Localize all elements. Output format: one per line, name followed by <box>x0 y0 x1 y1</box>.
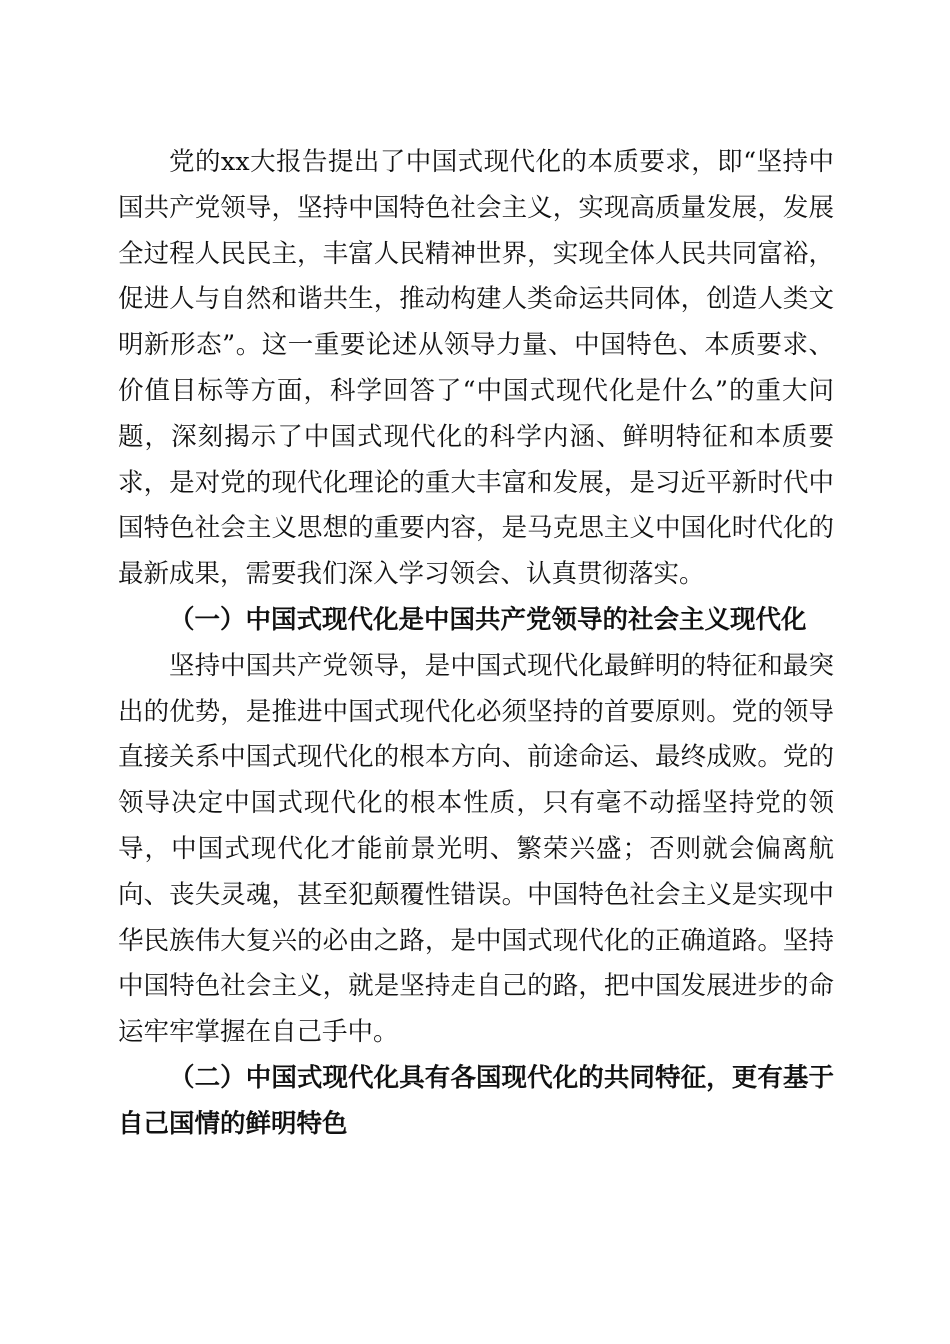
section-heading-1: （一）中国式现代化是中国共产党领导的社会主义现代化 <box>169 604 807 635</box>
intro-paragraph: 党的xx大报告提出了中国式现代化的本质要求，即“坚持中国共产党领导，坚持中国特色社会主义，实现高质量发展，发展全过程人民民主，丰富人民精神世界，实现全体人民共同富裕，促进人与自然和谐共生，推动构建人类命运共同体，创造人类文明新形态”。这一重要论述从领导力量、中国特色、本质要求、价值目标等方面，科学回答了“中国式现代化是什么”的重大问题，深刻揭示了中国式现代化的科学内涵、鲜明特征和本质要求，是对党的现代化理论的重大丰富和发展，是习近平新时代中国特色社会主义思想的重要内容，是马克思主义中国化时代化的最新成果，需要我们深入学习领会、认真贯彻落实。 <box>118 147 834 590</box>
section-1-paragraph: 坚持中国共产党领导，是中国式现代化最鲜明的特征和最突出的优势，是推进中国式现代化必须坚持的首要原则。党的领导直接关系中国式现代化的根本方向、前途命运、最终成败。党的领导决定中国式现代化的根本性质，只有毫不动摇坚持党的领导，中国式现代化才能前景光明、繁荣兴盛；否则就会偏离航向、丧失灵魂，甚至犯颠覆性错误。中国特色社会主义是实现中华民族伟大复兴的必由之路，是中国式现代化的正确道路。坚持中国特色社会主义，就是坚持走自己的路，把中国发展进步的命运牢牢掌握在自己手中。 <box>118 650 834 1048</box>
section-heading-2: （二）中国式现代化具有各国现代化的共同特征，更有基于自己国情的鲜明特色 <box>118 1062 834 1139</box>
document-body <box>118 140 834 1148</box>
